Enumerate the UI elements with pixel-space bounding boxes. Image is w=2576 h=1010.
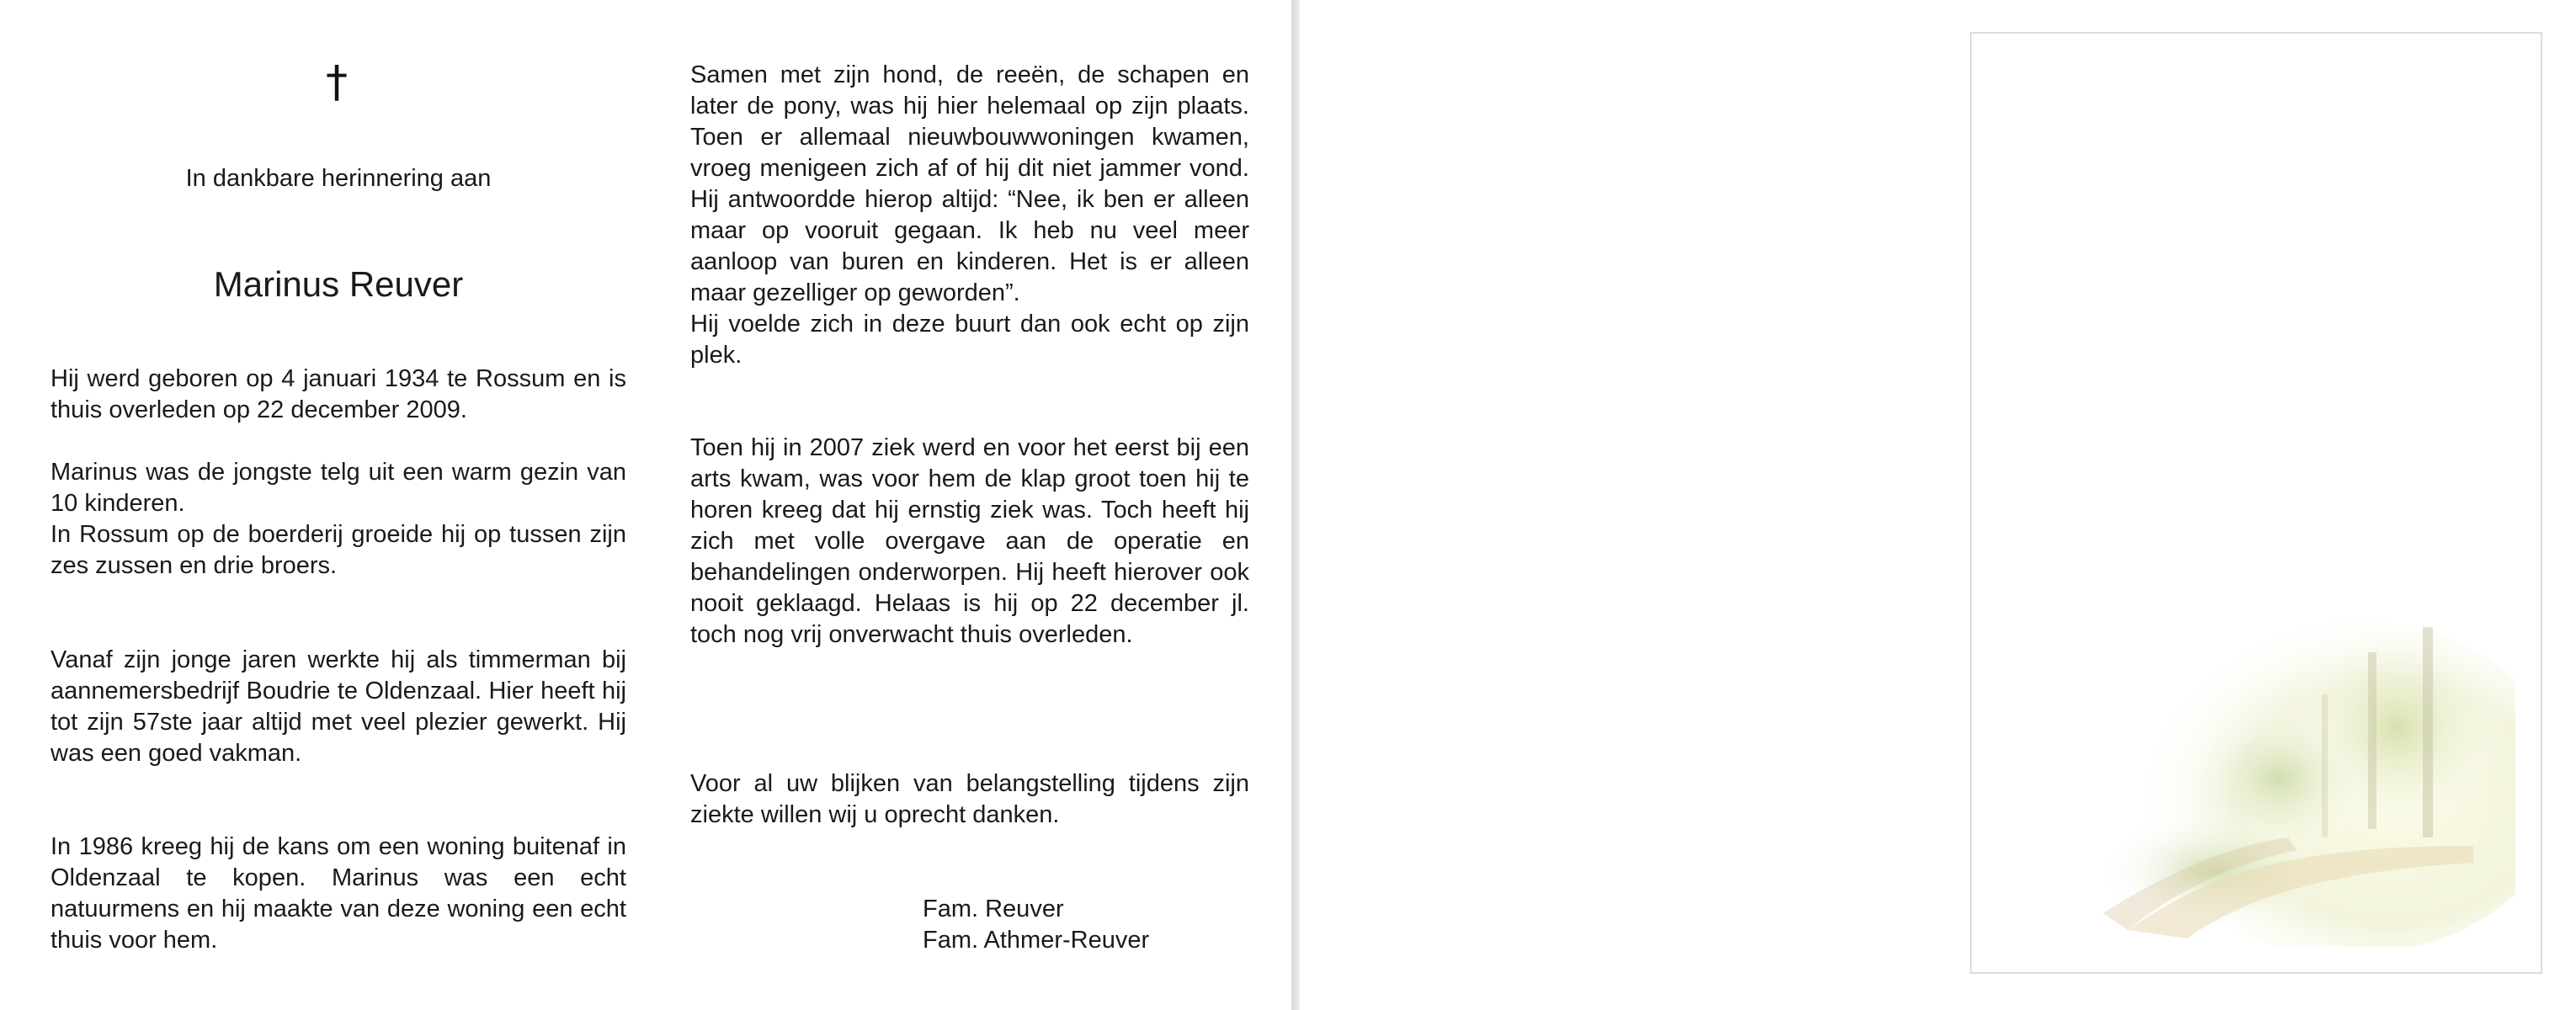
- cross-symbol: †: [326, 57, 348, 108]
- paragraph-illness: Toen hij in 2007 ziek werd en voor het eerst bij een arts kwam, was voor hem de klap groot toen hij te horen kreeg dat hij ernstig ziek was. Toch heeft hij zich met volle overgave aan de operatie en behandelingen onderworpen. Hij heeft hierover ook nooit geklaagd. Helaas is hij op 22 december jl. toch nog vrij onverwacht thuis overleden.: [690, 434, 1249, 648]
- card-fold-shadow: [1291, 0, 1300, 1010]
- picture-frame: [1970, 32, 2542, 974]
- paragraph-home: In 1986 kreeg hij de kans om een woning buitenaf in Oldenzaal te kopen. Marinus was een echt natuurmens en hij maakte van deze woning een echt thuis voor hem.: [51, 833, 626, 954]
- paragraph-family: Marinus was de jongste telg uit een warm gezin van 10 kinderen. In Rossum op de boerderij groeide hij op tussen zijn zes zussen en drie broers.: [51, 459, 626, 579]
- paragraph-career: Vanaf zijn jonge jaren werkte hij als timmerman bij aannemersbedrijf Boudrie te Oldenzaal. Hier heeft hij tot zijn 57ste jaar altijd met veel plezier gewerkt. Hij was een goed vakman.: [51, 646, 626, 767]
- paragraph-neighbourhood: Samen met zijn hond, de reeën, de schapen en later de pony, was hij hier helemaal op zijn plaats. Toen er allemaal nieuwbouwwoningen kwamen, vroeg menigeen zich af of hij dit niet jammer vond. Hij antwoordde hierop altijd: “Nee, ik ben er alleen maar op vooruit gegaan. Ik heb nu veel meer aanloop van buren en kinderen. Het is er alleen maar gezelliger op geworden”. Hij voelde zich in deze buurt dan ook echt op zijn plek.: [690, 61, 1249, 369]
- paragraph-birth-death: Hij werd geboren op 4 januari 1934 te Rossum en is thuis overleden op 22 december 2009.: [51, 365, 626, 423]
- memorial-subtitle: In dankbare herinnering aan: [185, 165, 492, 192]
- paragraph-thanks: Voor al uw blijken van belangstelling tijdens zijn ziekte willen wij u oprecht danken.: [690, 770, 1249, 828]
- forest-path-illustration: [2078, 593, 2515, 947]
- deceased-name: Marinus Reuver: [213, 264, 464, 304]
- family-signature: Fam. Reuver Fam. Athmer-Reuver: [923, 896, 1150, 954]
